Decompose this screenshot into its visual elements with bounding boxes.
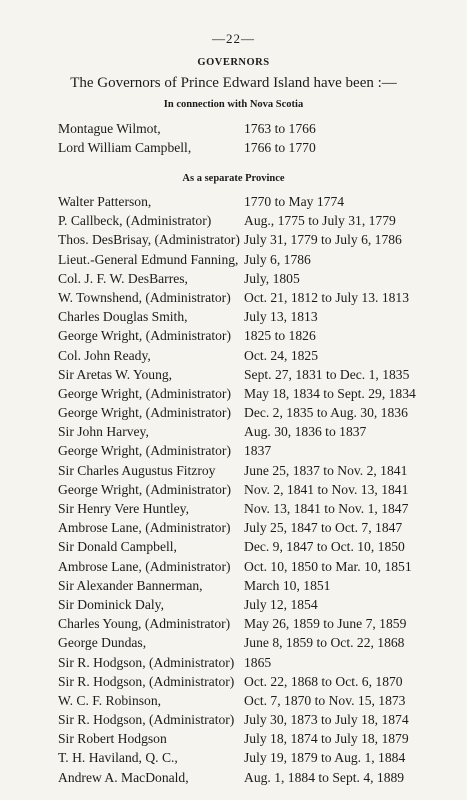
governor-row	[58, 710, 463, 729]
governor-name: T. H. Haviland, Q. C.,	[58, 750, 178, 766]
governor-row	[58, 307, 463, 326]
governor-term: Nov. 2, 1841 to Nov. 13, 1841	[244, 481, 409, 497]
governor-row	[58, 422, 463, 441]
governor-row	[58, 346, 463, 365]
governor-term: May 18, 1834 to Sept. 29, 1834	[244, 385, 416, 401]
governor-name: Sir R. Hodgson, (Administrator)	[58, 673, 235, 689]
governor-term: May 26, 1859 to June 7, 1859	[244, 616, 407, 632]
governor-row	[58, 269, 463, 288]
governor-name: Sir Dominick Daly,	[58, 596, 164, 612]
governor-name: Col. J. F. W. DesBarres,	[58, 270, 188, 286]
page-number: —22—	[212, 31, 255, 46]
governor-name: Sir Alexander Bannerman,	[58, 577, 203, 593]
governor-name: Col. John Ready,	[58, 347, 151, 363]
governor-row	[58, 537, 463, 556]
governor-row	[58, 518, 463, 537]
governor-term: Aug. 30, 1836 to 1837	[244, 424, 367, 440]
governor-row	[58, 441, 463, 460]
governor-name: Charles Young, (Administrator)	[58, 616, 231, 632]
governor-term: July 25, 1847 to Oct. 7, 1847	[244, 520, 403, 536]
governor-term: July 12, 1854	[244, 596, 318, 612]
governor-term: June 25, 1837 to Nov. 2, 1841	[244, 462, 408, 478]
governor-row	[58, 576, 463, 595]
governor-term: 1766 to 1770	[244, 140, 316, 156]
governors-list-nova-scotia	[58, 119, 463, 157]
governor-name: W. Townshend, (Administrator)	[58, 289, 231, 305]
governor-row	[58, 499, 463, 518]
governors-list-separate-province	[58, 192, 463, 787]
governor-row	[58, 595, 463, 614]
governor-name: George Wright, (Administrator)	[58, 405, 231, 421]
governor-name: Montague Wilmot,	[58, 121, 161, 136]
governor-row	[58, 691, 463, 710]
governor-term: July 18, 1874 to July 18, 1879	[244, 731, 409, 747]
governor-name: George Wright, (Administrator)	[58, 481, 231, 497]
governor-name: P. Callbeck, (Administrator)	[58, 213, 212, 229]
governor-row	[58, 480, 463, 499]
governor-row	[58, 230, 463, 249]
governor-row	[58, 748, 463, 767]
governor-row	[58, 384, 463, 403]
governor-term: Nov. 13, 1841 to Nov. 1, 1847	[244, 501, 409, 516]
intro-text: The Governors of Prince Edward Island have been :—	[70, 75, 397, 91]
governor-name: George Wright, (Administrator)	[58, 443, 231, 459]
governor-term: Dec. 2, 1835 to Aug. 30, 1836	[244, 405, 408, 421]
governor-name: Lieut.-General Edmund Fanning,	[58, 251, 239, 267]
governor-term: July 19, 1879 to Aug. 1, 1884	[244, 750, 406, 766]
governor-name: Sir Aretas W. Young,	[58, 366, 173, 382]
governor-term: Oct. 22, 1868 to Oct. 6, 1870	[244, 673, 403, 689]
governor-name: W. C. F. Robinson,	[58, 692, 162, 708]
governor-row	[58, 614, 463, 633]
page-heading: GOVERNORS	[197, 57, 270, 68]
governor-row	[58, 461, 463, 480]
governor-term: 1865	[244, 654, 272, 670]
governor-row	[58, 768, 463, 787]
governor-term: 1837	[244, 443, 272, 459]
governor-name: George Wright, (Administrator)	[58, 385, 231, 401]
governor-row	[58, 557, 463, 576]
governor-name: Walter Patterson,	[58, 194, 152, 209]
governor-row	[58, 672, 463, 691]
governor-row	[58, 119, 463, 138]
governor-name: George Wright, (Administrator)	[58, 328, 231, 344]
governor-term: Oct. 10, 1850 to Mar. 10, 1851	[244, 558, 412, 574]
governor-row	[58, 729, 463, 748]
governor-row	[58, 211, 463, 230]
governor-row	[58, 403, 463, 422]
governor-term: June 8, 1859 to Oct. 22, 1868	[244, 635, 405, 651]
governor-term: July 13, 1813	[244, 309, 318, 325]
governor-name: Sir R. Hodgson, (Administrator)	[58, 712, 235, 728]
governor-term: July 6, 1786	[244, 251, 311, 267]
governor-term: Aug., 1775 to July 31, 1779	[244, 213, 396, 229]
governor-term: 1763 to 1766	[244, 121, 316, 136]
governor-row	[58, 192, 463, 211]
governor-term: Dec. 9, 1847 to Oct. 10, 1850	[244, 539, 405, 555]
section-title-separate-province: As a separate Province	[182, 173, 285, 184]
governor-name: George Dundas,	[58, 635, 147, 651]
governor-term: 1825 to 1826	[244, 328, 316, 344]
governor-term: 1770 to May 1774	[244, 194, 345, 209]
governor-term: July, 1805	[244, 270, 300, 286]
governor-name: Sir John Harvey,	[58, 424, 149, 440]
governor-name: Thos. DesBrisay, (Administrator)	[58, 232, 240, 248]
governor-row	[58, 326, 463, 345]
governor-row	[58, 250, 463, 269]
governor-term: March 10, 1851	[244, 577, 331, 593]
governor-name: Ambrose Lane, (Administrator)	[58, 520, 231, 536]
governor-row	[58, 138, 463, 157]
governor-name: Sir Charles Augustus Fitzroy	[58, 462, 216, 478]
governor-term: Aug. 1, 1884 to Sept. 4, 1889	[244, 769, 405, 785]
governor-term: July 31, 1779 to July 6, 1786	[244, 232, 402, 248]
governor-term: Oct. 7, 1870 to Nov. 15, 1873	[244, 692, 406, 708]
governor-name: Lord William Campbell,	[58, 140, 192, 156]
governor-name: Sir Donald Campbell,	[58, 539, 177, 555]
governor-row	[58, 653, 463, 672]
governor-name: Sir R. Hodgson, (Administrator)	[58, 654, 235, 670]
governor-name: Sir Robert Hodgson	[58, 731, 167, 747]
section-title-nova-scotia: In connection with Nova Scotia	[163, 99, 304, 110]
governor-row	[58, 633, 463, 652]
governor-name: Ambrose Lane, (Administrator)	[58, 558, 231, 574]
governor-name: Sir Henry Vere Huntley,	[58, 501, 189, 516]
governor-row	[58, 365, 463, 384]
governor-term: Oct. 24, 1825	[244, 347, 319, 363]
governor-term: Oct. 21, 1812 to July 13. 1813	[244, 289, 410, 305]
governor-name: Andrew A. MacDonald,	[58, 769, 189, 785]
governor-term: Sept. 27, 1831 to Dec. 1, 1835	[244, 366, 410, 382]
governor-row	[58, 288, 463, 307]
governor-name: Charles Douglas Smith,	[58, 309, 188, 325]
governor-term: July 30, 1873 to July 18, 1874	[244, 712, 409, 728]
